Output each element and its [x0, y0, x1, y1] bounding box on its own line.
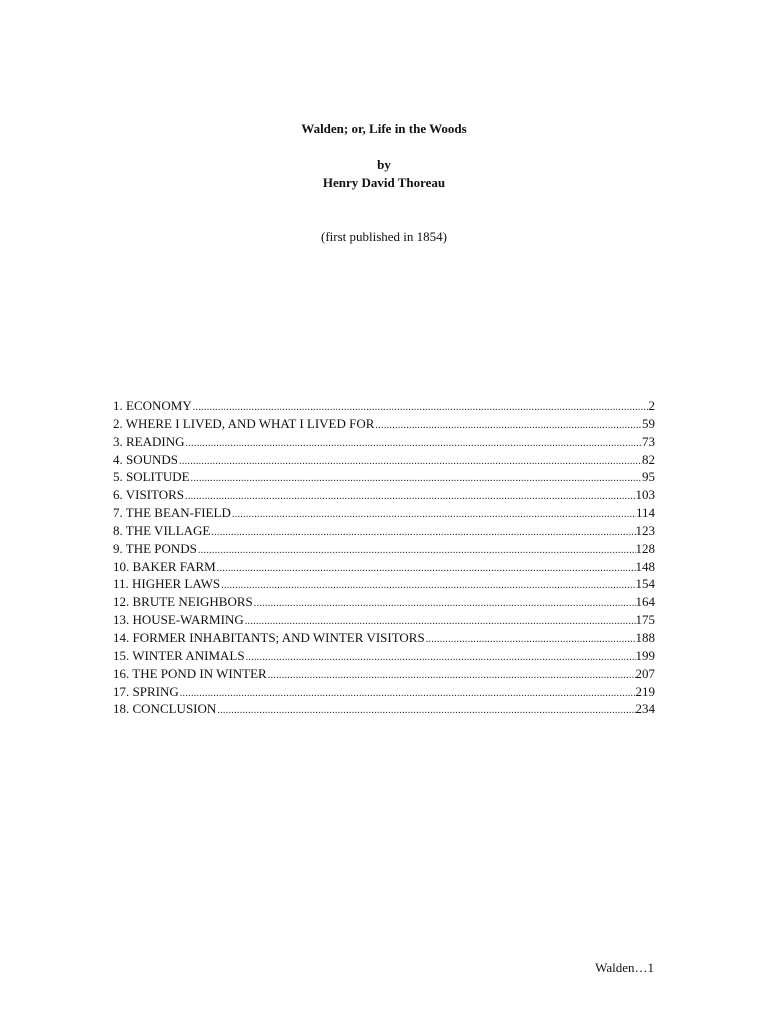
byline-by: by: [377, 157, 391, 172]
toc-dot-leader: [253, 595, 636, 613]
toc-dot-leader: [179, 685, 636, 703]
toc-entry-label: 13. HOUSE-WARMING: [113, 612, 244, 628]
toc-dot-leader: [374, 417, 642, 435]
toc-dot-leader: [178, 453, 642, 471]
toc-entry-label: 10. BAKER FARM: [113, 558, 216, 574]
toc-entry-page-number: 175: [635, 612, 655, 628]
toc-entry-page-number: 207: [635, 665, 655, 681]
toc-dot-leader: [245, 649, 636, 667]
toc-entry-page-number: 2: [648, 398, 655, 413]
page-footer: Walden…1: [595, 960, 654, 975]
toc-entry-page-number: 59: [642, 415, 655, 431]
toc-dot-leader: [185, 435, 643, 453]
toc-entry-label: 3. READING: [113, 433, 185, 449]
toc-entry: [113, 397, 655, 415]
toc-entry: [113, 468, 655, 486]
toc-dot-leader: [220, 577, 635, 595]
toc-entry-page-number: 148: [635, 558, 655, 574]
toc-entry-label: 11. HIGHER LAWS: [113, 576, 221, 592]
toc-entry: [113, 700, 655, 718]
toc-entry-label: 2. WHERE I LIVED, AND WHAT I LIVED FOR: [113, 415, 375, 431]
toc-entry: [113, 629, 655, 647]
toc-dot-leader: [267, 667, 636, 685]
toc-entry-page-number: 219: [635, 683, 655, 699]
toc-dot-leader: [216, 702, 635, 720]
toc-entry: [113, 665, 655, 683]
toc-entry: [113, 647, 655, 665]
toc-entry-label: 17. SPRING: [113, 683, 179, 699]
toc-entry: [113, 415, 655, 433]
toc-entry-label: 9. THE PONDS: [113, 540, 197, 556]
toc-entry-page-number: 95: [642, 469, 655, 485]
toc-entry-label: 8. THE VILLAGE: [113, 522, 211, 538]
toc-entry: [113, 611, 655, 629]
toc-dot-leader: [190, 470, 642, 488]
toc-entry-page-number: 128: [635, 540, 655, 556]
document-title: Walden; or, Life in the Woods: [301, 121, 467, 136]
toc-entry: [113, 540, 655, 558]
toc-entry-page-number: 73: [642, 433, 655, 449]
toc-entry-page-number: 154: [635, 576, 655, 592]
toc-entry: [113, 683, 655, 701]
toc-entry: [113, 486, 655, 504]
toc-entry: [113, 522, 655, 540]
toc-entry: [113, 504, 655, 522]
toc-entry-label: 4. SOUNDS: [113, 451, 179, 467]
toc-entry-label: 14. FORMER INHABITANTS; AND WINTER VISITORS: [113, 629, 425, 645]
toc-entry-label: 1. ECONOMY: [113, 398, 192, 413]
toc-entry: [113, 575, 655, 593]
toc-entry-label: 18. CONCLUSION: [113, 701, 217, 717]
toc-entry-page-number: 234: [635, 701, 655, 717]
toc-entry-label: 16. THE POND IN WINTER: [113, 665, 267, 681]
toc-entry-page-number: 82: [642, 451, 655, 467]
toc-dot-leader: [231, 506, 636, 524]
toc-dot-leader: [184, 488, 635, 506]
toc-entry-page-number: 188: [635, 629, 655, 645]
toc-entry-page-number: 123: [635, 522, 655, 538]
toc-entry-label: 6. VISITORS: [113, 487, 185, 503]
toc-dot-leader: [216, 560, 636, 578]
toc-entry: [113, 451, 655, 469]
toc-entry: [113, 593, 655, 611]
toc-entry: [113, 558, 655, 576]
toc-entry-page-number: 103: [635, 487, 655, 503]
toc-dot-leader: [425, 631, 636, 649]
publication-note: (first published in 1854): [320, 229, 447, 244]
toc-entry-page-number: 199: [635, 647, 655, 663]
toc-entry-label: 5. SOLITUDE: [113, 469, 190, 485]
toc-entry-label: 7. THE BEAN-FIELD: [113, 505, 231, 521]
table-of-contents: [113, 397, 655, 718]
toc-entry-page-number: 164: [635, 594, 655, 610]
toc-dot-leader: [197, 542, 636, 560]
toc-entry-label: 15. WINTER ANIMALS: [113, 647, 245, 663]
toc-entry-label: 12. BRUTE NEIGHBORS: [113, 594, 253, 610]
toc-entry: [113, 433, 655, 451]
toc-dot-leader: [210, 524, 635, 542]
toc-entry-page-number: 114: [635, 505, 655, 521]
author-name: Henry David Thoreau: [322, 175, 446, 190]
